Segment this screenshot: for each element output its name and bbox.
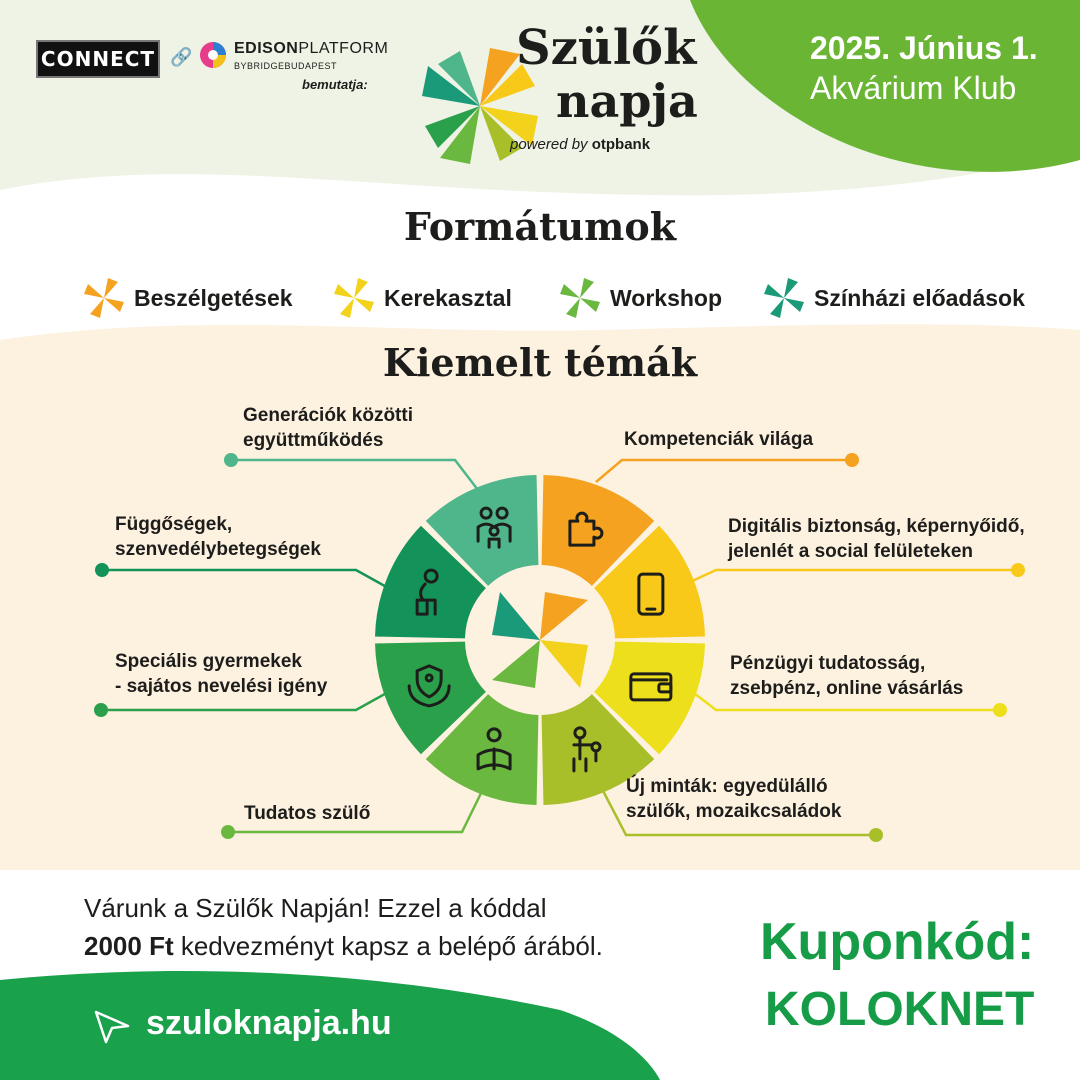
topic-kompetenciak: Kompetenciák világa (624, 429, 814, 450)
connector-dot (845, 453, 859, 467)
format-item-szinhazi: Színházi előadások (762, 276, 1025, 320)
connector-dot (1011, 563, 1025, 577)
invite-text: Várunk a Szülők Napján! Ezzel a kóddal 2000 Ft kedvezményt kapsz a belépő árából. (84, 893, 603, 961)
topic-tudatos-szulo: Tudatos szülő (244, 803, 371, 824)
event-title-line2: napja (556, 74, 698, 128)
connector-dot (95, 563, 109, 577)
coupon-code: KOLOKNET (765, 983, 1035, 1036)
topic-fuggosegek: Függőségek, szenvedélybetegségek (115, 514, 321, 560)
connector-dot (94, 703, 108, 717)
connector-line (231, 460, 478, 490)
send-icon (92, 1006, 132, 1046)
connector-dot (221, 825, 235, 839)
discount-amount: 2000 Ft (84, 930, 174, 961)
edison-platform-logo: EDISONPLATFORM (234, 40, 389, 57)
presents-label: bemutatja: (302, 77, 368, 92)
topic-generaciok: Generációk közötti együttműködés (243, 405, 413, 451)
event-title-line1: Szülők (516, 20, 697, 76)
event-date: 2025. Június 1. (810, 30, 1038, 66)
center-pinwheel-icon (492, 592, 588, 688)
topics-heading: Kiemelt témák (382, 340, 698, 385)
connector-dot (869, 828, 883, 842)
topic-penzugyi: Pénzügyi tudatosság, zsebpénz, online vásárlás (730, 653, 964, 699)
format-item-kerekasztal: Kerekasztal (332, 276, 512, 320)
connector-line (596, 460, 852, 482)
connect-logo: CONNECT (36, 40, 160, 78)
connector-dot (224, 453, 238, 467)
formats-heading: Formátumok (403, 204, 677, 249)
event-venue: Akvárium Klub (810, 70, 1017, 106)
format-item-workshop: Workshop (558, 276, 722, 320)
format-item-beszelgetesek: Beszélgetések (82, 276, 293, 320)
sponsor-name: otpbank (591, 136, 651, 153)
connector-line (102, 570, 392, 590)
topic-uj-mintak: Új minták: egyedülálló szülők, mozaikcsaládok (626, 776, 842, 822)
connector-dot (993, 703, 1007, 717)
connector-line (690, 570, 1018, 582)
bybridge-label: BYBRIDGEBUDAPEST (234, 61, 338, 71)
coupon-label: Kuponkód: (760, 913, 1035, 971)
website-link[interactable]: szuloknapja.hu (146, 1004, 392, 1042)
link-icon: 🔗 (170, 47, 193, 67)
powered-by: powered by otpbank (510, 136, 651, 153)
topic-specialis: Speciális gyermekek - sajátos nevelési igény (115, 651, 328, 697)
topic-digitalis: Digitális biztonság, képernyőidő, jelenlét a social felületeken (728, 516, 1025, 562)
